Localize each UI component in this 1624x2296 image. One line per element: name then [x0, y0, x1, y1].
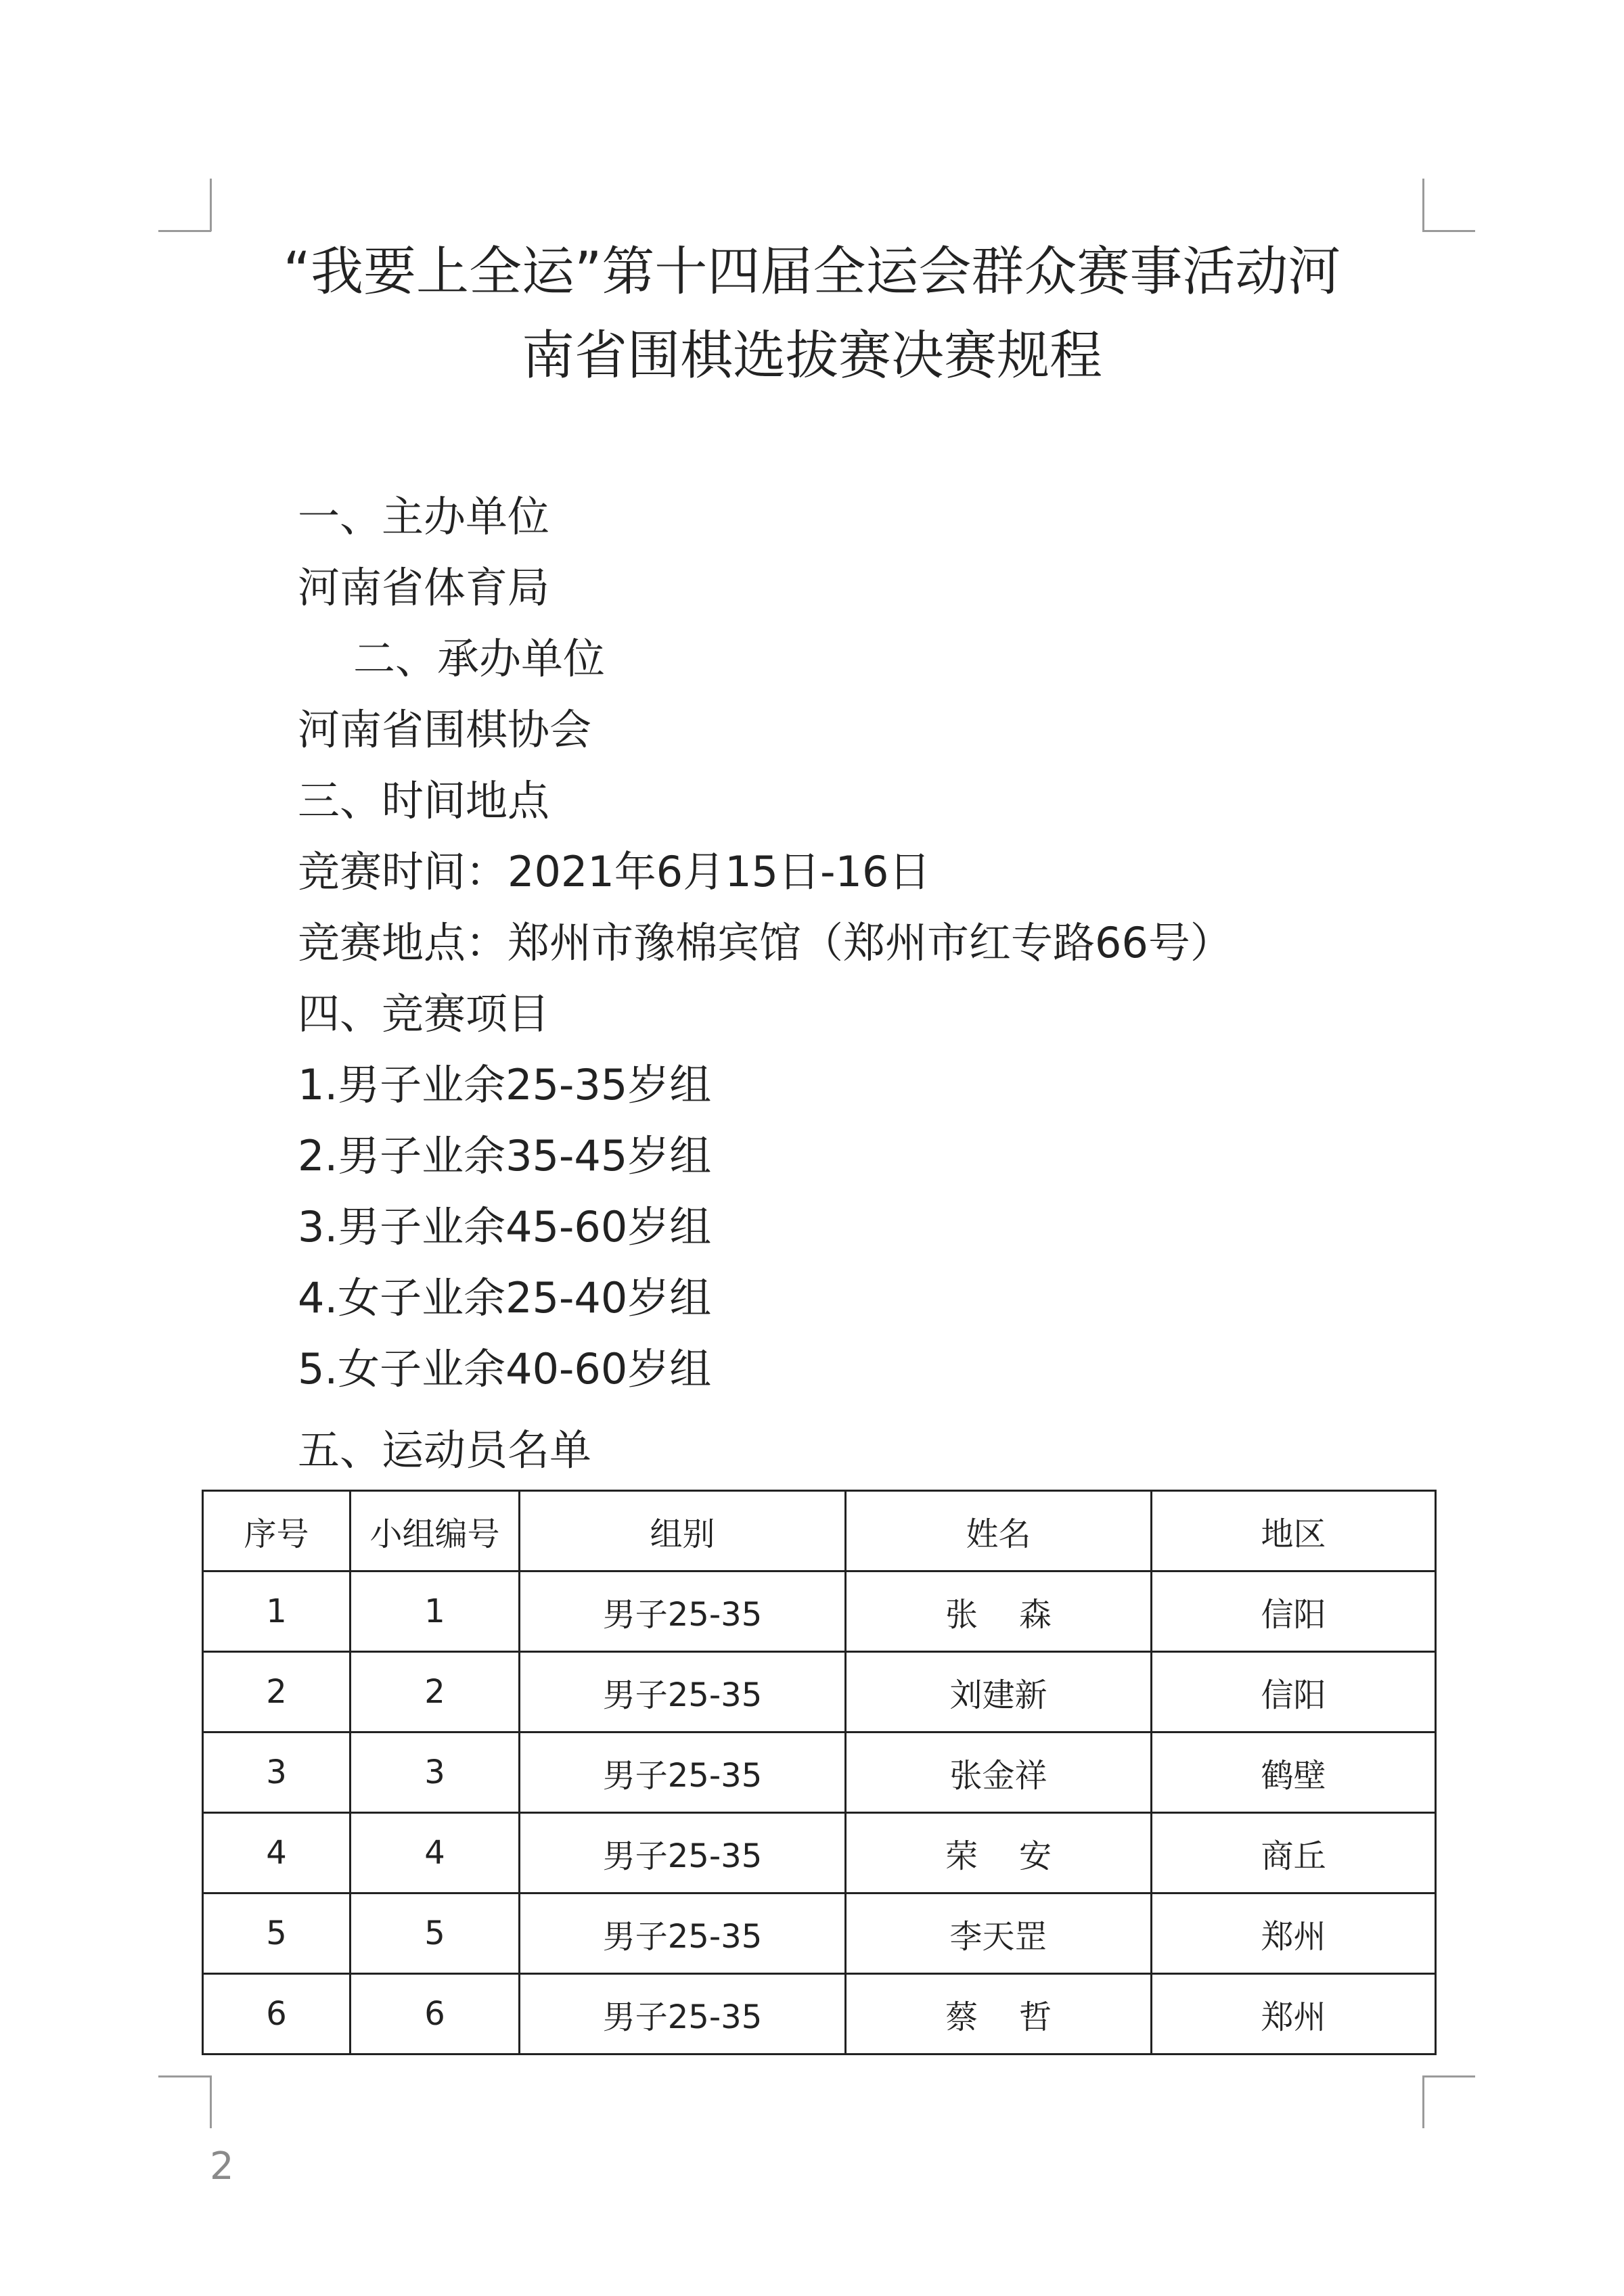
section-heading-athletes: 五、运动员名单 [298, 1425, 592, 1475]
cell-category: 男子25-35 [520, 1974, 846, 2054]
crop-mark-top-left-v [210, 179, 212, 231]
cell-region: 郑州 [1152, 1893, 1436, 1974]
athlete-roster-table [202, 1490, 1437, 2055]
cell-name: 刘建新 [846, 1652, 1152, 1732]
section-heading-time-place: 三、时间地点 [298, 776, 550, 825]
cell-region: 鹤壁 [1152, 1732, 1436, 1813]
event-item: 3.男子业余45-60岁组 [298, 1202, 712, 1252]
cell-group-number: 5 [351, 1893, 520, 1974]
document-title-line-1: “我要上全运”第十四届全运会群众赛事活动河 [283, 242, 1341, 302]
cell-region: 信阳 [1152, 1652, 1436, 1732]
cell-serial-number: 2 [203, 1652, 351, 1732]
page-number: 2 [210, 2144, 234, 2188]
section-heading-organizer: 一、主办单位 [298, 492, 550, 541]
header-category: 组别 [520, 1491, 846, 1571]
crop-mark-top-right-v [1422, 179, 1424, 231]
competition-time: 竞赛时间：2021年6月15日-16日 [298, 847, 931, 896]
cell-group-number: 4 [351, 1813, 520, 1893]
document-title-line-2: 南省围棋选拔赛决赛规程 [521, 325, 1102, 386]
event-item: 2.男子业余35-45岁组 [298, 1131, 712, 1180]
cell-name: 张金祥 [846, 1732, 1152, 1813]
cell-category: 男子25-35 [520, 1732, 846, 1813]
cell-serial-number: 1 [203, 1571, 351, 1652]
cell-serial-number: 4 [203, 1813, 351, 1893]
table-row [203, 1813, 1436, 1893]
header-region: 地区 [1152, 1491, 1436, 1571]
header-group-number: 小组编号 [351, 1491, 520, 1571]
cell-serial-number: 6 [203, 1974, 351, 2054]
cell-region: 郑州 [1152, 1974, 1436, 2054]
cell-name: 张 森 [846, 1571, 1152, 1652]
cell-region: 信阳 [1152, 1571, 1436, 1652]
cell-serial-number: 3 [203, 1732, 351, 1813]
cell-category: 男子25-35 [520, 1652, 846, 1732]
section-heading-events: 四、竞赛项目 [298, 989, 550, 1038]
cell-name: 李天罡 [846, 1893, 1152, 1974]
crop-mark-bottom-right-h [1422, 2075, 1475, 2077]
header-name: 姓名 [846, 1491, 1152, 1571]
cell-group-number: 2 [351, 1652, 520, 1732]
table-row [203, 1652, 1436, 1732]
cell-name: 荣 安 [846, 1813, 1152, 1893]
cell-category: 男子25-35 [520, 1813, 846, 1893]
header-serial-number: 序号 [203, 1491, 351, 1571]
cell-category: 男子25-35 [520, 1571, 846, 1652]
table-row [203, 1732, 1436, 1813]
cell-name: 蔡 哲 [846, 1974, 1152, 2054]
competition-venue: 竞赛地点：郑州市豫棉宾馆（郑州市红专路66号） [298, 918, 1232, 967]
table-row [203, 1893, 1436, 1974]
table-row [203, 1571, 1436, 1652]
crop-mark-bottom-right-v [1422, 2075, 1424, 2128]
event-item: 1.男子业余25-35岁组 [298, 1060, 712, 1109]
event-item: 5.女子业余40-60岁组 [298, 1344, 712, 1394]
cell-category: 男子25-35 [520, 1893, 846, 1974]
section-heading-host: 二、承办单位 [353, 634, 606, 683]
crop-mark-bottom-left-h [158, 2075, 211, 2077]
crop-mark-bottom-left-v [210, 2075, 212, 2128]
cell-group-number: 6 [351, 1974, 520, 2054]
cell-group-number: 3 [351, 1732, 520, 1813]
table-header-row [203, 1491, 1436, 1571]
cell-region: 商丘 [1152, 1813, 1436, 1893]
cell-serial-number: 5 [203, 1893, 351, 1974]
cell-group-number: 1 [351, 1571, 520, 1652]
event-item: 4.女子业余25-40岁组 [298, 1273, 712, 1323]
host-name: 河南省围棋协会 [298, 705, 592, 754]
table-row [203, 1974, 1436, 2054]
organizer-name: 河南省体育局 [298, 563, 550, 612]
